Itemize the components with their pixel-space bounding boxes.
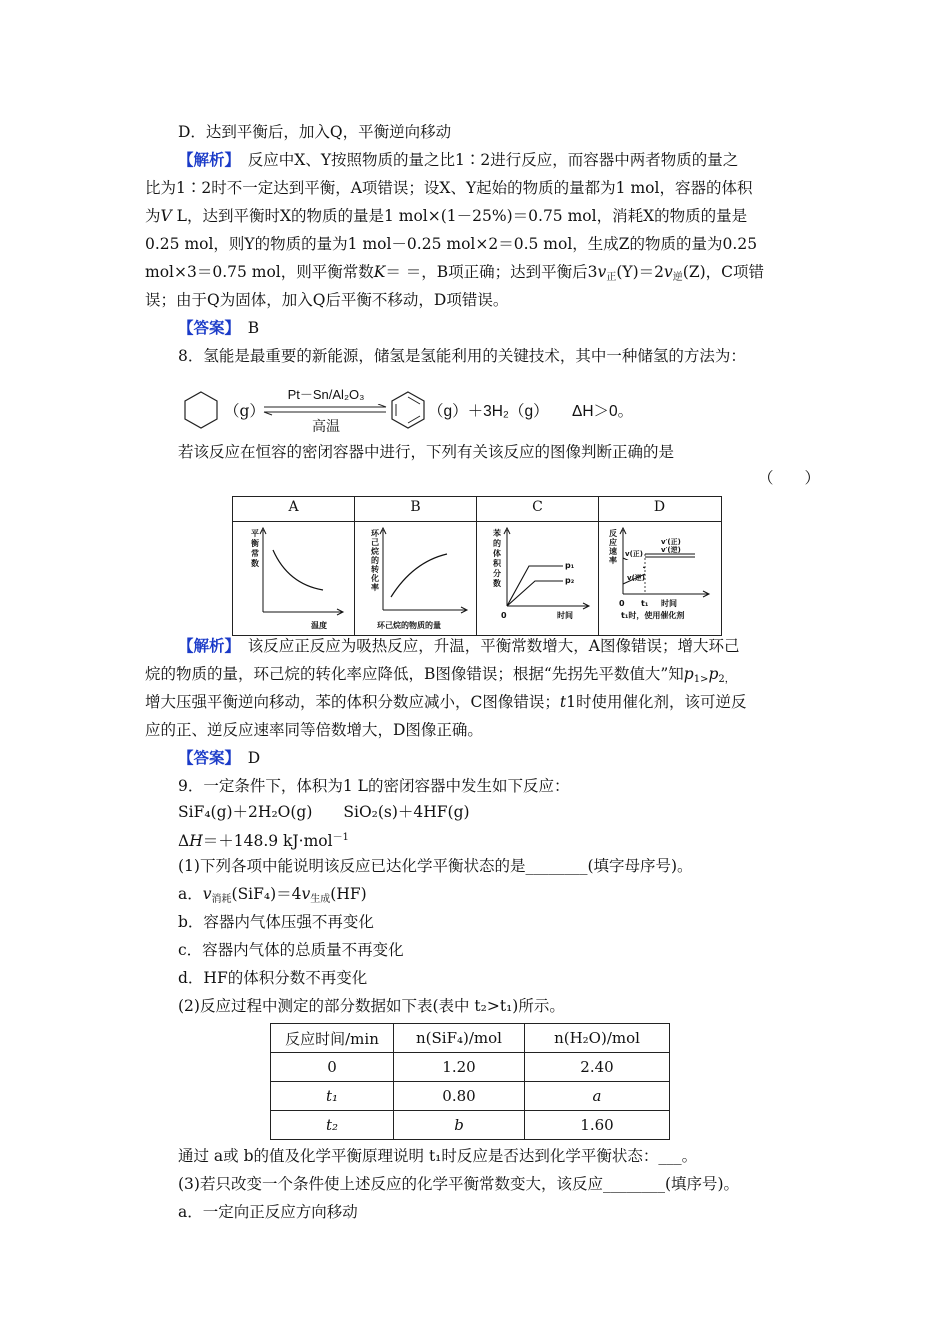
q9-option-d: d．HF的体积分数不再变化: [178, 969, 368, 987]
text: L，达到平衡时X的物质的量是1 mol×(1－25%)＝0.75 mol，消耗X的物质的量是: [176, 207, 748, 225]
chart-b-ylabel: 环己烷的转化率: [371, 529, 379, 592]
chart-a-ylabel: 平衡常数: [251, 529, 259, 568]
chart-d: [599, 522, 721, 634]
answer-bracket: （ ）: [758, 469, 821, 487]
chart-a-curve: [273, 550, 323, 590]
chart-d-vp-ni-label: v′(逆): [661, 546, 681, 554]
text: ＝ ＝，B项正确；达到平衡后3: [385, 263, 598, 281]
eq-products: （g）＋3H₂（g）: [428, 403, 549, 420]
q9-part-3: (3)若只改变一个条件使上述反应的化学平衡常数变大，该反应________(填序号)。: [178, 1175, 740, 1193]
chart-a-xlabel: 温度: [311, 621, 327, 630]
q8-stem: 8．氢能是最重要的新能源，储氢是氢能利用的关键技术，其中一种储氢的方法为：: [178, 347, 746, 365]
table-cell: a: [525, 1082, 670, 1111]
table-cell: 2.40: [525, 1053, 670, 1082]
sup: －1: [332, 832, 349, 843]
text: a．: [178, 885, 203, 903]
answer-tag: 【答案】: [178, 318, 233, 337]
q9-part-3-option-a: a．一定向正反应方向移动: [178, 1203, 358, 1221]
q7-option-d: D．达到平衡后，加入Q，平衡逆向移动: [178, 123, 452, 141]
table-cell: 1.60: [525, 1111, 670, 1140]
chart-c-origin: 0: [501, 611, 507, 620]
q9-part-2-question: 通过 a或 b的值及化学平衡原理说明 t₁时反应是否达到化学平衡状态：___。: [178, 1147, 698, 1165]
analysis-tag: 【解析】: [178, 150, 233, 169]
chart-c-xlabel: 时间: [557, 611, 573, 620]
cyclohexane-icon: [182, 390, 220, 430]
var-p: p: [683, 665, 694, 683]
text: 1时使用催化剂，该可逆反: [566, 693, 747, 711]
q9-part-1: (1)下列各项中能说明该反应已达化学平衡状态的是________(填字母序号)。: [178, 857, 693, 875]
var-p: p: [708, 665, 719, 683]
q8-analysis-line-2: [145, 664, 810, 690]
sub: 生成: [310, 894, 331, 905]
var-t: t: [559, 693, 567, 711]
sub: 逆: [672, 272, 683, 283]
text: Δ: [178, 832, 190, 850]
chart-d-note: t₁时，使用催化剂: [621, 611, 685, 620]
chart-c-header: C: [532, 499, 543, 515]
table-row: [271, 1111, 670, 1140]
q9-reaction: SiF₄(g)＋2H₂O(g) SiO₂(s)＋4HF(g): [178, 803, 470, 821]
chart-d-t1-label: t₁: [641, 599, 649, 608]
var-v: v: [301, 885, 311, 903]
q8-equation: [182, 384, 742, 436]
answer-tag: 【答案】: [178, 748, 233, 767]
eq-catalyst: Pt－Sn/Al₂O₃: [287, 387, 365, 402]
chart-d-v-ni-label: v(逆): [627, 574, 645, 582]
text: mol×3＝0.75 mol，则平衡常数: [145, 263, 374, 281]
chart-c-series-p2: [507, 581, 563, 606]
sub: 消耗: [211, 894, 232, 905]
text: ＝＋148.9 kJ·mol: [202, 832, 333, 850]
chart-b: [355, 522, 475, 634]
q7-analysis-line-1: [178, 150, 843, 170]
chart-c-ylabel: 苯的体积分数: [493, 529, 501, 588]
text: 该反应正反应为吸热反应，升温，平衡常数增大，A图像错误；增大环己: [247, 637, 740, 655]
q7-analysis-line-6: 误；由于Q为固体，加入Q后平衡不移动，D项错误。: [145, 291, 509, 309]
chart-c: [477, 522, 597, 634]
var-k: K: [373, 263, 386, 281]
q7-analysis-line-4: 0.25 mol，则Y的物质的量为1 mol－0.25 mol×2＝0.5 mol，生成Z的物质的量为0.25: [145, 235, 758, 253]
chart-d-vp-zheng-label: v′(正): [661, 538, 681, 546]
chart-c-p1-label: p₁: [565, 561, 575, 570]
text: (Z)，C项错: [682, 263, 765, 281]
q8-figure: [232, 496, 722, 636]
q7-analysis-line-5: [145, 262, 810, 288]
table-header: n(H₂O)/mol: [525, 1024, 670, 1053]
q8-answer: D: [247, 749, 261, 767]
q7-analysis-line-2: 比为1∶2时不一定达到平衡，A项错误；设X、Y起始的物质的量都为1 mol，容器的体积: [145, 179, 753, 197]
table-header: 反应时间/min: [271, 1024, 394, 1053]
chart-b-xlabel: 环己烷的物质的量: [377, 621, 441, 630]
q7-answer-line: [178, 318, 843, 338]
var-h: H: [189, 832, 203, 850]
q9-delta-h: [178, 828, 843, 851]
text: (HF): [330, 885, 367, 903]
chart-d-ylabel: 反应速率: [609, 529, 617, 565]
var-v: V: [160, 207, 172, 225]
text: 为: [145, 207, 161, 225]
q8-answer-line: [178, 748, 843, 768]
q9-part-2: (2)反应过程中测定的部分数据如下表(表中 t₂>t₁)所示。: [178, 997, 565, 1015]
equilibrium-arrow-icon: [262, 404, 388, 416]
q7-analysis-line-3: [145, 206, 810, 226]
chart-d-xlabel: 时间: [661, 599, 677, 608]
var-v: v: [202, 885, 212, 903]
chart-c-series-p1: [507, 566, 563, 606]
q9-option-b: b．容器内气体压强不再变化: [178, 913, 374, 931]
eq-state-g: （g）: [224, 402, 265, 420]
sub: 2，: [718, 674, 735, 685]
sub: 正: [606, 272, 617, 283]
q8-analysis-line-4: 应的正、逆反应速率同等倍数增大，D图像正确。: [145, 721, 483, 739]
chart-a-header: A: [288, 499, 299, 515]
q7-answer: B: [247, 319, 260, 337]
q9-option-c: c．容器内气体的总质量不再变化: [178, 941, 404, 959]
chart-c-p2-label: p₂: [565, 576, 575, 585]
table-cell: 0.80: [394, 1082, 525, 1111]
chart-d-v-zheng-label: v(正): [625, 550, 643, 558]
text: 烷的物质的量，环己烷的转化率应降低，B图像错误；根据“先拐先平数值大”知: [145, 665, 684, 683]
chart-d-header: D: [653, 499, 666, 515]
eq-condition: 高温: [312, 419, 340, 435]
chart-b-curve: [391, 554, 447, 597]
sub: 1>: [693, 674, 709, 685]
table-cell: b: [394, 1111, 525, 1140]
q9-option-a: [178, 884, 843, 910]
q7-analysis-text-1: 反应中X、Y按照物质的量之比1∶2进行反应，而容器中两者物质的量之: [247, 151, 739, 169]
q9-data-table: [270, 1023, 670, 1140]
q8-question: 若该反应在恒容的密闭容器中进行，下列有关该反应的图像判断正确的是: [178, 443, 675, 461]
chart-d-origin: 0: [619, 599, 625, 608]
table-cell: 0: [271, 1053, 394, 1082]
table-header: n(SiF₄)/mol: [394, 1024, 525, 1053]
table-cell: t₂: [271, 1111, 394, 1140]
chart-d-label-bg: [625, 560, 643, 570]
text: (Y)＝2: [616, 263, 665, 281]
analysis-tag: 【解析】: [178, 636, 233, 655]
var-v: v: [597, 263, 607, 281]
benzene-icon: [390, 390, 426, 430]
chart-b-header: B: [410, 499, 421, 515]
q9-stem: 9．一定条件下，体积为1 L的密闭容器中发生如下反应：: [178, 777, 570, 795]
table-row: [271, 1082, 670, 1111]
table-cell: t₁: [271, 1082, 394, 1111]
chart-a: [233, 522, 353, 634]
table-header-row: [271, 1024, 670, 1053]
eq-delta-h: ΔH＞0。: [572, 403, 634, 420]
table-row: [271, 1053, 670, 1082]
var-v: v: [664, 263, 673, 281]
table-cell: 1.20: [394, 1053, 525, 1082]
q8-analysis-line-3: [145, 692, 810, 712]
q8-analysis-line-1: [178, 636, 843, 656]
text: 增大压强平衡逆向移动，苯的体积分数应减小，C图像错误；: [145, 693, 560, 711]
text: (SiF₄)＝4: [231, 885, 302, 903]
